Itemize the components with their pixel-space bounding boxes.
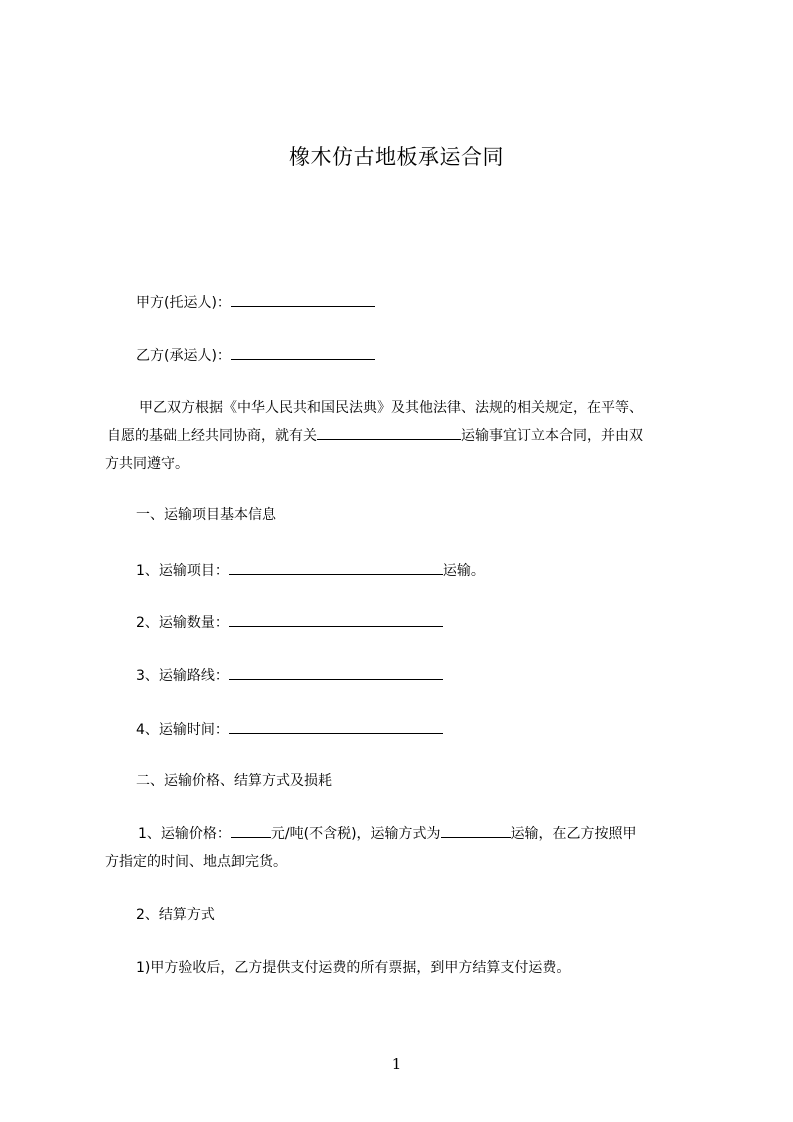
item-2-label: 2、运输数量：	[136, 615, 229, 631]
page-number: 1	[391, 1055, 402, 1073]
settlement-item-1: 1)甲方验收后，乙方提供支付运费的所有票据，到甲方结算支付运费。	[136, 960, 571, 976]
item-3-line	[136, 664, 443, 684]
intro-line-2	[105, 422, 705, 450]
item-4-line	[136, 718, 443, 738]
item-3-blank[interactable]	[229, 664, 443, 680]
item-1-suffix: 运输。	[442, 563, 485, 579]
party-b-blank[interactable]	[231, 344, 375, 360]
price-blank[interactable]	[231, 822, 271, 838]
party-b-label: 乙方(承运人)：	[136, 348, 231, 364]
item-1-blank[interactable]	[229, 559, 443, 575]
section-1-heading: 一、运输项目基本信息	[136, 507, 276, 523]
price-paragraph	[105, 820, 705, 876]
intro-line-3: 方共同遵守。	[105, 456, 189, 472]
intro-line-2-part-b: 运输事宜订立本合同，并由双	[461, 428, 643, 444]
item-4-blank[interactable]	[229, 718, 443, 734]
settlement-heading: 2、结算方式	[136, 907, 215, 923]
item-4-label: 4、运输时间：	[136, 722, 229, 738]
price-unit-text: 元/吨(不含税)，运输方式为	[270, 826, 441, 842]
intro-line-2-part-a: 自愿的基础上经共同协商，就有关	[107, 428, 317, 444]
party-a-label: 甲方(托运人)：	[136, 295, 231, 311]
intro-goods-blank[interactable]	[317, 424, 461, 440]
item-2-blank[interactable]	[229, 611, 443, 627]
price-line-1-end: 运输，在乙方按照甲	[510, 826, 637, 842]
transport-mode-blank[interactable]	[441, 822, 511, 838]
party-b-line	[136, 344, 375, 364]
document-title: 橡木仿古地板承运合同	[289, 145, 504, 169]
price-line-2: 方指定的时间、地点卸完货。	[105, 854, 287, 870]
price-label: 1、运输价格：	[138, 826, 231, 842]
section-2-heading: 二、运输价格、结算方式及损耗	[136, 773, 332, 789]
price-line-1	[105, 820, 705, 848]
intro-line-1: 甲乙双方根据《中华人民共和国民法典》及其他法律、法规的相关规定，在平等、	[139, 400, 643, 416]
item-3-label: 3、运输路线：	[136, 668, 229, 684]
intro-paragraph	[105, 394, 705, 478]
item-2-line	[136, 611, 443, 631]
item-1-line	[136, 559, 485, 579]
item-1-label: 1、运输项目：	[136, 563, 229, 579]
party-a-line	[136, 291, 375, 311]
party-a-blank[interactable]	[231, 291, 375, 307]
